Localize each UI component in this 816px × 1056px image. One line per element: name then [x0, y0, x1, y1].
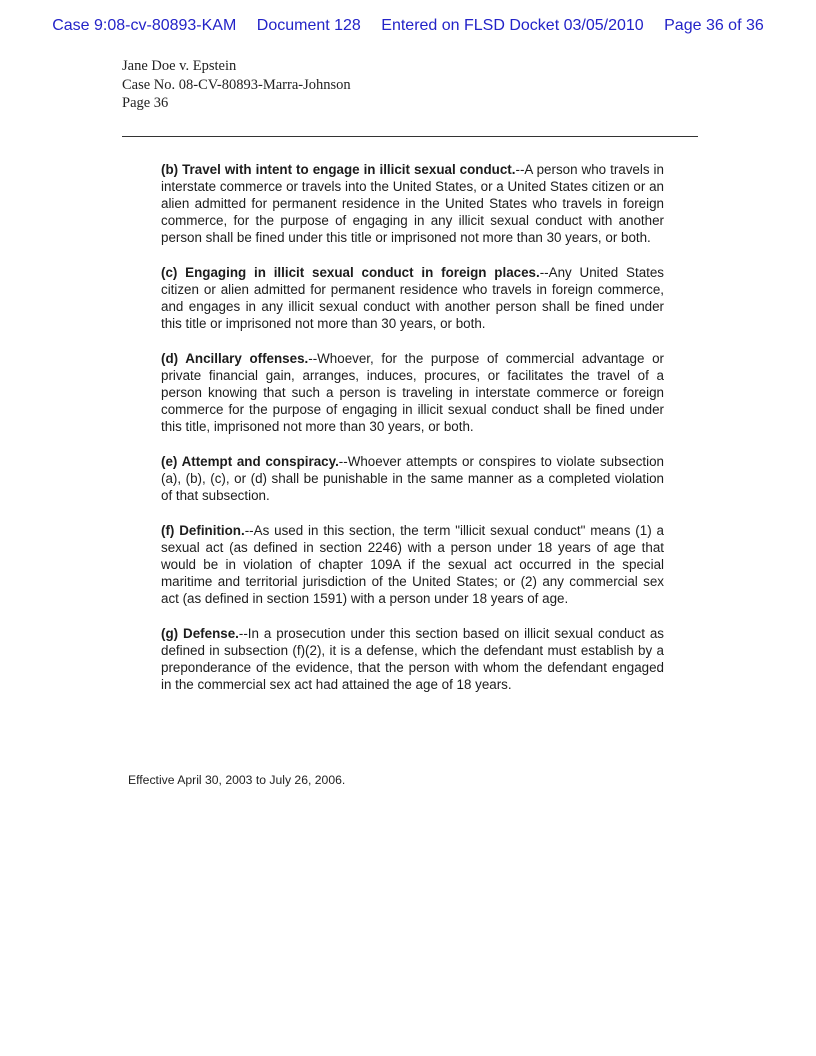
paragraph-g-heading: (g) Defense. [161, 626, 239, 642]
statute-text [161, 161, 664, 711]
ecf-document-number: Document 128 [256, 17, 361, 34]
paragraph-f-heading: (f) Definition. [161, 522, 245, 538]
caption-page: Page 36 [122, 95, 169, 111]
paragraph-e-heading: (e) Attempt and conspiracy. [161, 454, 339, 470]
paragraph-d-text: --Whoever, for the purpose of commercial advantage or private financial gain, arranges, induces, procures, or facilitates the travel of a person knowing that such a person is traveling in interstate commerce or foreign commerce for the purpose of engaging in illicit sexual conduct shall be fined under this title, imprisoned not more than 30 years, or both. [161, 351, 664, 435]
paragraph-f [161, 522, 664, 607]
paragraph-c-heading: (c) Engaging in illicit sexual conduct in foreign places. [161, 265, 540, 281]
ecf-page-number: Page 36 of 36 [664, 17, 764, 34]
ecf-docket-header [0, 17, 816, 35]
effective-date-note: Effective April 30, 2003 to July 26, 2006. [128, 773, 346, 787]
paragraph-g-text: --In a prosecution under this section based on illicit sexual conduct as defined in subsection (f)(2), it is a defense, which the defendant must establish by a preponderance of the evidence, that the person with whom the defendant engaged in the commercial sex act had attained the age of 18 years. [161, 626, 664, 693]
paragraph-c-text: --Any United States citizen or alien admitted for permanent residence who travels in foreign commerce, and engages in any illicit sexual conduct with another person shall be fined under this title or imprisoned not more than 30 years, or both. [161, 265, 665, 332]
ecf-case-number: Case 9:08-cv-80893-KAM [52, 17, 237, 34]
paragraph-b-heading: (b) Travel with intent to engage in illicit sexual conduct. [161, 162, 516, 177]
header-divider [122, 136, 698, 137]
caption-case-number: Case No. 08-CV-80893-Marra-Johnson [122, 76, 351, 93]
ecf-entered-date: Entered on FLSD Docket 03/05/2010 [381, 17, 644, 34]
paragraph-c [161, 264, 664, 332]
paragraph-e [161, 453, 664, 504]
case-caption [122, 57, 351, 113]
paragraph-b [161, 161, 664, 246]
paragraph-g [161, 625, 664, 693]
paragraph-f-text: --As used in this section, the term "illicit sexual conduct" means (1) a sexual act (as defined in section 2246) with a person under 18 years of age that would be in violation of chapter 109A if the sexual act occurred in the special maritime and territorial jurisdiction of the United States; or (2) any commercial sex act (as defined in section 1591) with a person under 18 years of age. [161, 522, 664, 607]
paragraph-e-text: --Whoever attempts or conspires to violate subsection (a), (b), (c), or (d) shall be punishable in the same manner as a completed violation of that subsection. [161, 454, 664, 504]
paragraph-d [161, 350, 664, 435]
caption-case-name: Jane Doe v. Epstein [122, 58, 237, 74]
paragraph-d-heading: (d) Ancillary offenses. [161, 351, 309, 367]
paragraph-b-text: --A person who travels in interstate commerce or travels into the United States, or a United States citizen or an alien admitted for permanent residence in the United States who travels in foreign commerce, for the purpose of engaging in any illicit sexual conduct with another person shall be fined under this title or imprisoned not more than 30 years, or both. [161, 162, 664, 246]
